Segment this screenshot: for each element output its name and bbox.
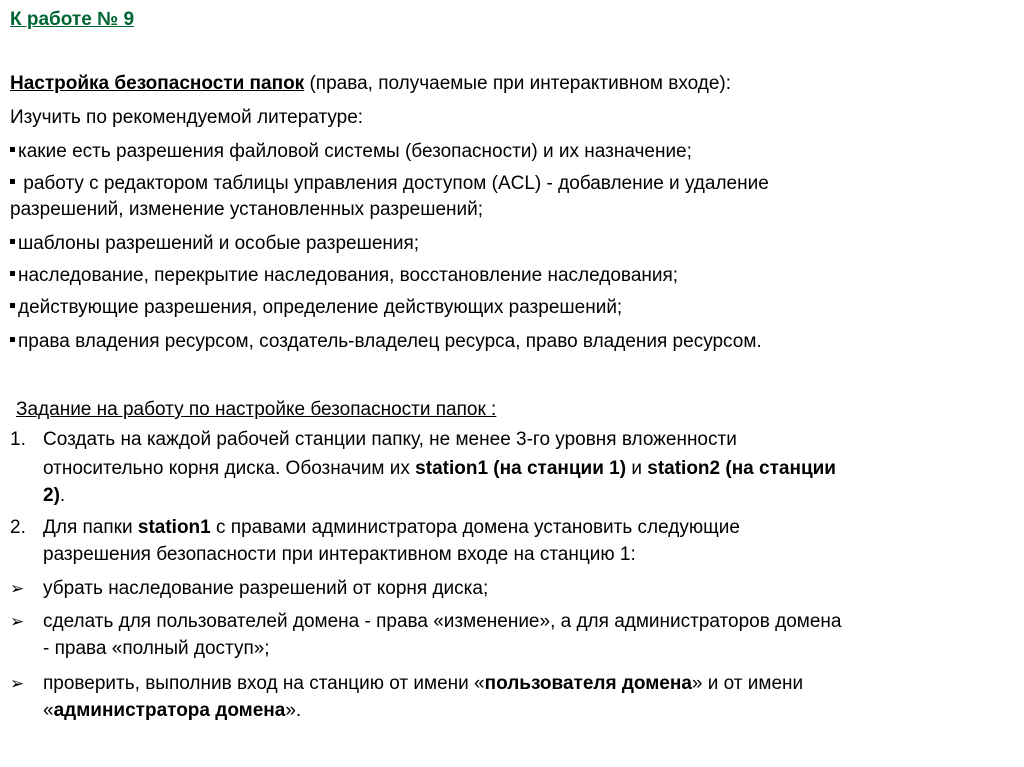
bullet-square-icon [10, 271, 15, 276]
intro-heading-rest: (права, получаемые при интерактивном входе): [304, 73, 732, 94]
arrow-bullet-icon: ➢ [10, 674, 25, 693]
sub-item-continuation: - права «полный доступ»; [43, 638, 270, 659]
sub-item-continuation: «администратора домена». [43, 700, 302, 721]
arrow-bullet-icon: ➢ [10, 612, 25, 631]
work-title: К работе № 9 [10, 9, 135, 30]
bullet-square-icon [10, 337, 15, 342]
task-item-1-line2: относительно корня диска. Обозначим их station1 (на станции 1) и station2 (на станции [43, 458, 836, 479]
topic-text: работу с редактором таблицы управления доступом (ACL) - добавление и удаление [18, 173, 769, 194]
topic-text: наследование, перекрытие наследования, восстановление наследования; [18, 265, 679, 286]
station1-label: station1 (на станции 1) [415, 458, 627, 479]
topic-text: какие есть разрешения файловой системы (безопасности) и их назначение; [18, 141, 692, 162]
domain-admin-label: администратора домена [53, 700, 286, 721]
task-item-1-line1: Создать на каждой рабочей станции папку, не менее 3-го уровня вложенности [43, 429, 737, 450]
topic-item [10, 140, 692, 164]
study-line: Изучить по рекомендуемой литературе: [10, 107, 364, 128]
sub-item-text: проверить, выполнив вход на станцию от имени «пользователя домена» и от имени [43, 673, 804, 694]
topic-text: действующие разрешения, определение действующих разрешений; [18, 297, 623, 318]
intro-heading [10, 72, 731, 96]
topic-text: права владения ресурсом, создатель-владелец ресурса, право владения ресурсом. [18, 331, 762, 352]
task-heading: Задание на работу по настройке безопасности папок : [16, 399, 497, 420]
arrow-bullet-icon: ➢ [10, 579, 25, 598]
task-item-2-line1: Для папки station1 с правами администратора домена установить следующие [43, 517, 740, 538]
bullet-square-icon [10, 303, 15, 308]
task-number: 2. [10, 517, 26, 538]
task-number: 1. [10, 429, 26, 450]
station2-label: station2 (на станции [647, 458, 836, 479]
topic-continuation: разрешений, изменение установленных разрешений; [10, 199, 484, 220]
topic-text: шаблоны разрешений и особые разрешения; [18, 233, 420, 254]
intro-heading-bold: Настройка безопасности папок [10, 73, 305, 94]
bullet-square-icon [10, 147, 15, 152]
task-item-2-line2: разрешения безопасности при интерактивном входе на станцию 1: [43, 544, 636, 565]
bullet-square-icon [10, 179, 15, 184]
topic-item [10, 296, 622, 320]
topic-item [10, 232, 419, 256]
topic-item [10, 172, 769, 196]
sub-item-text: убрать наследование разрешений от корня диска; [43, 578, 489, 599]
topic-item [10, 330, 762, 354]
bullet-square-icon [10, 239, 15, 244]
sub-item-text: сделать для пользователей домена - права «изменение», а для администраторов домена [43, 611, 842, 632]
domain-user-label: пользователя домена [484, 673, 692, 694]
task-item-1-line3: 2). [43, 485, 66, 506]
topic-item [10, 264, 678, 288]
